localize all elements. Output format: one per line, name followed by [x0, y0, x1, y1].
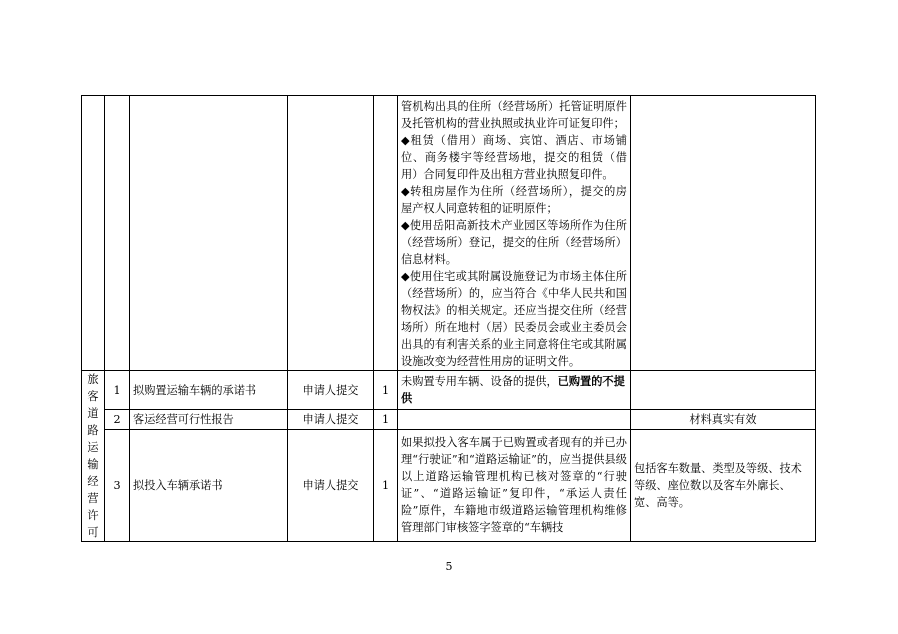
requirement-line: ◆使用岳阳高新技术产业园区等场所作为住所（经营场所）登记，提交的住所（经营场所）信息材料。 [401, 219, 627, 266]
material-count: 1 [374, 371, 398, 410]
material-count: 1 [374, 429, 398, 541]
row-number: 2 [105, 410, 130, 430]
material-source: 申请人提交 [288, 371, 374, 410]
material-note [631, 371, 816, 410]
requirement-line: 管机构出具的住所（经营场所）托管证明原件及托管机构的营业执照或执业许可证复印件； [401, 100, 627, 130]
requirement-line: ◆租赁（借用）商场、宾馆、酒店、市场铺位、商务楼宇等经营场地，提交的租赁（借用）合同复印件及出租方营业执照复印件。 [401, 134, 627, 181]
category-cell-top [82, 96, 105, 371]
page-number: 5 [445, 560, 453, 573]
table-row [82, 429, 816, 541]
category-cell: 旅客道路运输经营许可 [82, 371, 105, 542]
table-row [82, 96, 816, 371]
material-name: 拟投入车辆承诺书 [130, 429, 288, 541]
material-name: 客运经营可行性报告 [130, 410, 288, 430]
table-row [82, 371, 816, 410]
requirement-line: ◆使用住宅或其附属设施登记为市场主体住所（经营场所）的，应当符合《中华人民共和国物权法》的相关规定。还应当提交住所（经营场所）所在地村（居）民委员会或业主委员会出具的有利害关系的业主同意将住宅或其附属设施改变为经营性用房的证明文件。 [401, 270, 627, 368]
material-requirements [398, 371, 631, 410]
row-number: 3 [105, 429, 130, 541]
material-count [374, 96, 398, 371]
requirement-text: 未购置专用车辆、设备的提供， [401, 375, 558, 389]
requirement-text-bold: 已购置的不提供 [401, 374, 625, 406]
row-number [105, 96, 130, 371]
material-requirements [398, 96, 631, 371]
requirement-line: ◆转租房屋作为住所（经营场所），提交的房屋产权人同意转租的证明原件； [401, 185, 627, 215]
material-requirements: 如果拟投入客车属于已购置或者现有的并已办理“行驶证”和“道路运输证”的，应当提供县级以上道路运输管理机构已核对签章的“行驶证”、“道路运输证”复印件，“承运人责任险”原件，车籍地市级道路运输管理机构维修管理部门审核签字签章的“车辆技 [398, 429, 631, 541]
material-source: 申请人提交 [288, 429, 374, 541]
material-note: 包括客车数量、类型及等级、技术等级、座位数以及客车外廓长、宽、高等。 [631, 429, 816, 541]
row-number: 1 [105, 371, 130, 410]
material-note: 材料真实有效 [631, 410, 816, 430]
material-requirements [398, 410, 631, 430]
material-source [288, 96, 374, 371]
table-row [82, 410, 816, 430]
material-source: 申请人提交 [288, 410, 374, 430]
material-name: 拟购置运输车辆的承诺书 [130, 371, 288, 410]
material-count: 1 [374, 410, 398, 430]
material-note [631, 96, 816, 371]
material-name [130, 96, 288, 371]
materials-table [81, 95, 816, 542]
